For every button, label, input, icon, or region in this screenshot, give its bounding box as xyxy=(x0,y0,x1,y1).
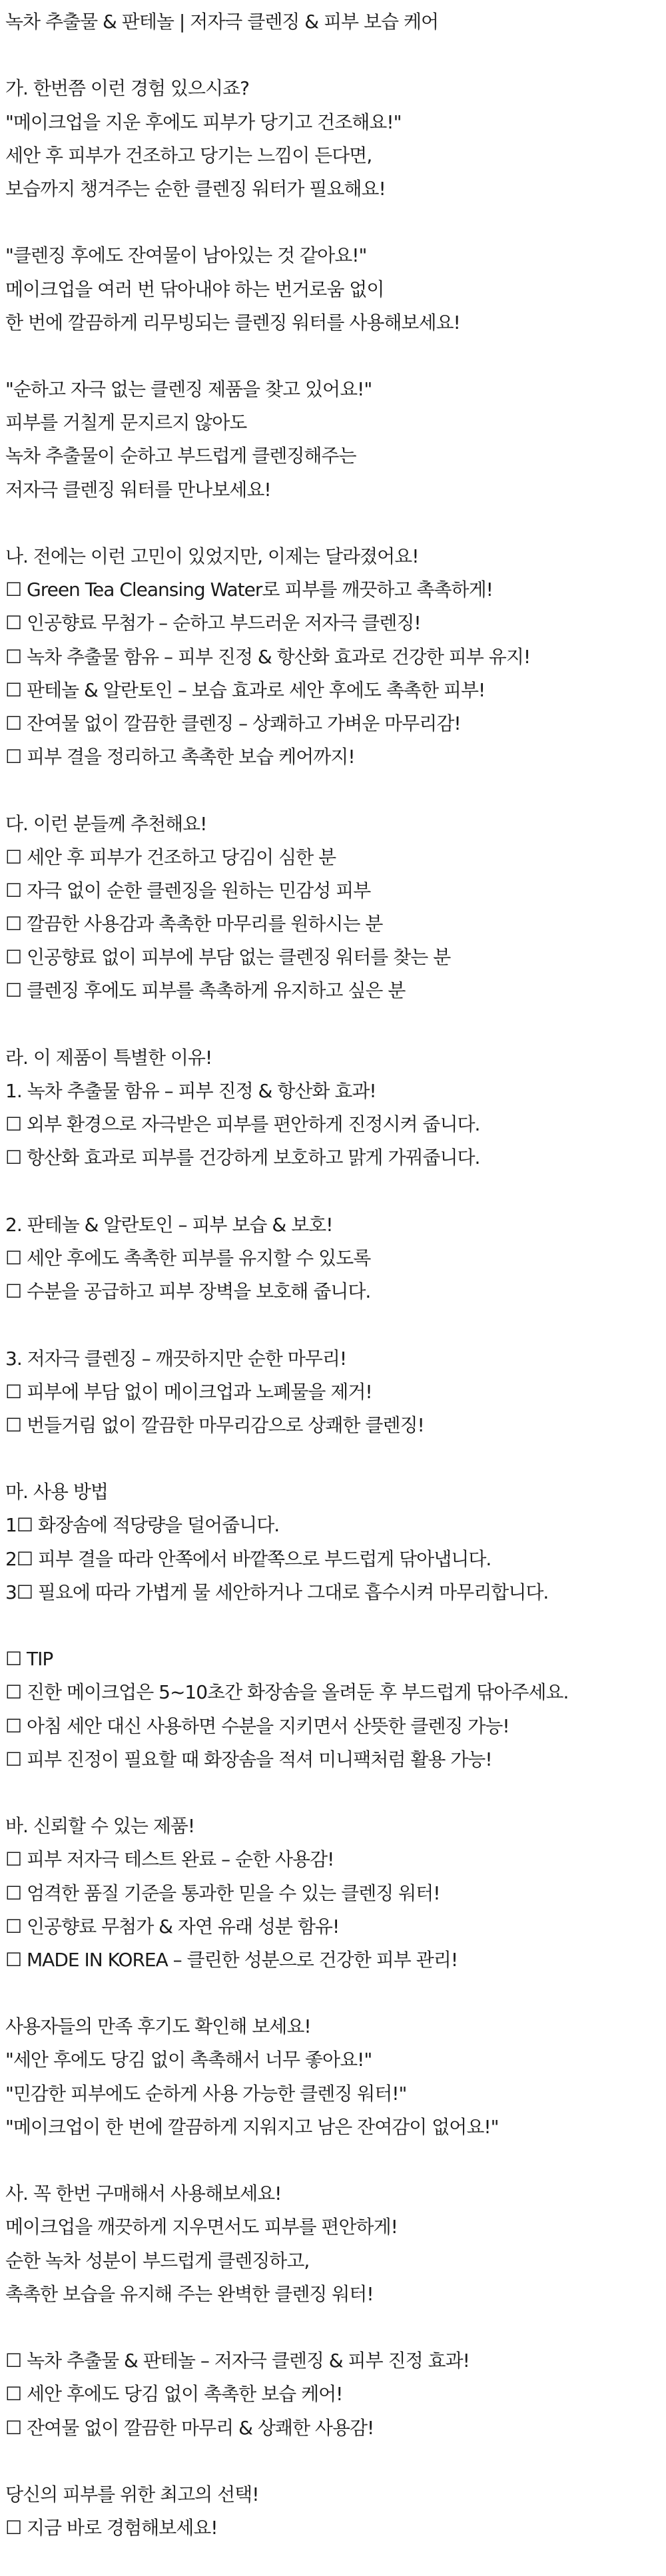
text-line: 순한 녹차 성분이 부드럽게 클렌징하고, xyxy=(5,2249,310,2272)
text-line: 세안 후 피부가 건조하고 당기는 느낌이 든다면, xyxy=(5,144,372,166)
section-heading: 라. 이 제품이 특별한 이유! xyxy=(5,1046,212,1069)
text-line: ☐ 클렌징 후에도 피부를 촉촉하게 유지하고 싶은 분 xyxy=(5,979,406,1002)
text-line: 1. 녹차 추출물 함유 – 피부 진정 & 항산화 효과! xyxy=(5,1080,376,1102)
page-title: 녹차 추출물 & 판테놀 | 저자극 클렌징 & 피부 보습 케어 xyxy=(5,11,439,33)
text-line: 피부를 거칠게 문지르지 않아도 xyxy=(5,411,247,434)
text-line: ☐ 잔여물 없이 깔끔한 클렌징 – 상쾌하고 가벼운 마무리감! xyxy=(5,712,461,734)
section-heading: 사용자들의 만족 후기도 확인해 보세요! xyxy=(5,2015,311,2038)
section-heading: 당신의 피부를 위한 최고의 선택! xyxy=(5,2483,259,2505)
text-line: ☐ 세안 후에도 당김 없이 촉촉한 보습 케어! xyxy=(5,2383,343,2406)
text-line: ☐ 인공향료 없이 피부에 부담 없는 클렌징 워터를 찾는 분 xyxy=(5,946,451,969)
text-line: ☐ 수분을 공급하고 피부 장벽을 보호해 줍니다. xyxy=(5,1280,371,1303)
section-spacer xyxy=(5,1442,666,1475)
text-line: ☐ 깔끔한 사용감과 촉촉한 마무리를 원하시는 분 xyxy=(5,913,383,935)
blank-line xyxy=(5,1175,666,1208)
text-line: 1☐ 화장솜에 적당량을 덜어줍니다. xyxy=(5,1514,280,1537)
text-line: ☐ 항산화 효과로 피부를 건강하게 보호하고 맑게 가꿔줍니다. xyxy=(5,1147,480,1169)
text-line: ☐ 아침 세안 대신 사용하면 수분을 지키면서 산뜻한 클렌징 가능! xyxy=(5,1714,509,1737)
section-cta xyxy=(5,2177,666,2311)
section-heading: 나. 전에는 이런 고민이 있었지만, 이제는 달라졌어요! xyxy=(5,545,419,567)
text-line: ☐ 피부에 부담 없이 메이크업과 노폐물을 제거! xyxy=(5,1380,372,1403)
text-line: 녹차 추출물이 순하고 부드럽게 클렌징해주는 xyxy=(5,445,356,467)
section-heading: 바. 신뢰할 수 있는 제품! xyxy=(5,1815,195,1838)
text-line: ☐ 인공향료 무첨가 – 순하고 부드러운 저자극 클렌징! xyxy=(5,612,421,635)
text-line: ☐ 번들거림 없이 깔끔한 마무리감으로 상쾌한 클렌징! xyxy=(5,1414,424,1436)
text-line: ☐ 인공향료 무첨가 & 자연 유래 성분 함유! xyxy=(5,1915,340,1937)
text-line: ☐ MADE IN KOREA – 클린한 성분으로 건강한 피부 관리! xyxy=(5,1948,458,1971)
text-line: 저자극 클렌징 워터를 만나보세요! xyxy=(5,478,271,501)
text-line: 2☐ 피부 결을 따라 안쪽에서 바깥쪽으로 부드럽게 닦아냅니다. xyxy=(5,1547,492,1570)
text-line: 촉촉한 보습을 유지해 주는 완벽한 클렌징 워터! xyxy=(5,2282,374,2305)
blank-line xyxy=(5,340,666,373)
section-heading: 다. 이런 분들께 추천해요! xyxy=(5,812,207,835)
section-spacer xyxy=(5,774,666,807)
section-spacer xyxy=(5,507,666,540)
section-heading: 사. 꼭 한번 구매해서 사용해보세요! xyxy=(5,2183,282,2205)
text-line: "클렌징 후에도 잔여물이 남아있는 것 같아요!" xyxy=(5,244,367,267)
section-spacer xyxy=(5,2311,666,2344)
section-spacer xyxy=(5,1008,666,1041)
section-spacer xyxy=(5,2144,666,2177)
text-line: "메이크업을 지운 후에도 피부가 당기고 건조해요!" xyxy=(5,111,402,133)
text-line: 보습까지 챙겨주는 순한 클렌징 워터가 필요해요! xyxy=(5,177,386,200)
section-spacer xyxy=(5,1977,666,2010)
text-line: 3. 저자극 클렌징 – 깨끗하지만 순한 마무리! xyxy=(5,1347,347,1370)
text-line: ☐ 진한 메이크업은 5~10초간 화장솜을 올려둔 후 부드럽게 닦아주세요. xyxy=(5,1681,569,1704)
section-before-after xyxy=(5,540,666,774)
section-heading: ☐ 녹차 추출물 & 판테놀 – 저자극 클렌징 & 피부 진정 효과! xyxy=(5,2350,470,2372)
section-spacer xyxy=(5,1776,666,1810)
text-line: ☐ 세안 후에도 촉촉한 피부를 유지할 수 있도록 xyxy=(5,1246,371,1269)
text-line: "순하고 자극 없는 클렌징 제품을 찾고 있어요!" xyxy=(5,378,372,401)
section-recommend xyxy=(5,808,666,1008)
section-summary xyxy=(5,2344,666,2445)
blank-line xyxy=(5,206,666,239)
text-line: ☐ Green Tea Cleansing Water로 피부를 깨끗하고 촉촉하게! xyxy=(5,579,493,601)
text-line: ☐ 피부 진정이 필요할 때 화장솜을 적셔 미니팩처럼 활용 가능! xyxy=(5,1748,492,1770)
text-line: ☐ 녹차 추출물 함유 – 피부 진정 & 항산화 효과로 건강한 피부 유지! xyxy=(5,645,531,668)
section-heading: 가. 한번쯤 이런 경험 있으시죠? xyxy=(5,77,249,100)
text-line: ☐ 엄격한 품질 기준을 통과한 믿을 수 있는 클렌징 워터! xyxy=(5,1882,440,1904)
text-line: ☐ 자극 없이 순한 클렌징을 원하는 민감성 피부 xyxy=(5,879,371,902)
text-line: 3☐ 필요에 따라 가볍게 물 세안하거나 그대로 흡수시켜 마무리합니다. xyxy=(5,1581,549,1603)
section-usage xyxy=(5,1475,666,1776)
text-line: "메이크업이 한 번에 깔끔하게 지워지고 남은 잔여감이 없어요!" xyxy=(5,2115,499,2138)
text-line: ☐ 판테놀 & 알란토인 – 보습 효과로 세안 후에도 촉촉한 피부! xyxy=(5,678,486,701)
blank-line xyxy=(5,1308,666,1342)
text-line: ☐ 잔여물 없이 깔끔한 마무리 & 상쾌한 사용감! xyxy=(5,2416,374,2439)
text-line: "세안 후에도 당김 없이 촉촉해서 너무 좋아요!" xyxy=(5,2049,372,2071)
text-line: 2. 판테놀 & 알란토인 – 피부 보습 & 보호! xyxy=(5,1213,333,1236)
text-line: "민감한 피부에도 순하게 사용 가능한 클렌징 워터!" xyxy=(5,2082,407,2105)
section-closing xyxy=(5,2478,666,2545)
text-line: ☐ 피부 결을 정리하고 촉촉한 보습 케어까지! xyxy=(5,746,355,768)
text-line: ☐ 지금 바로 경험해보세요! xyxy=(5,2517,218,2539)
section-spacer xyxy=(5,39,666,72)
text-line: ☐ 세안 후 피부가 건조하고 당김이 심한 분 xyxy=(5,846,336,868)
text-line: ☐ 피부 저자극 테스트 완료 – 순한 사용감! xyxy=(5,1848,334,1871)
section-intro xyxy=(5,72,666,506)
text-line: 메이크업을 여러 번 닦아내야 하는 번거로움 없이 xyxy=(5,278,384,300)
blank-line xyxy=(5,1609,666,1643)
section-spacer xyxy=(5,2445,666,2478)
text-line: ☐ TIP xyxy=(5,1648,53,1671)
text-line: 한 번에 깔끔하게 리무빙되는 클렌징 워터를 사용해보세요! xyxy=(5,311,460,334)
section-special xyxy=(5,1041,666,1442)
text-line: 메이크업을 깨끗하게 지우면서도 피부를 편안하게! xyxy=(5,2216,398,2238)
section-trust xyxy=(5,1810,666,1977)
text-line: ☐ 외부 환경으로 자극받은 피부를 편안하게 진정시켜 줍니다. xyxy=(5,1113,480,1136)
section-reviews xyxy=(5,2010,666,2144)
section-heading: 마. 사용 방법 xyxy=(5,1481,108,1503)
